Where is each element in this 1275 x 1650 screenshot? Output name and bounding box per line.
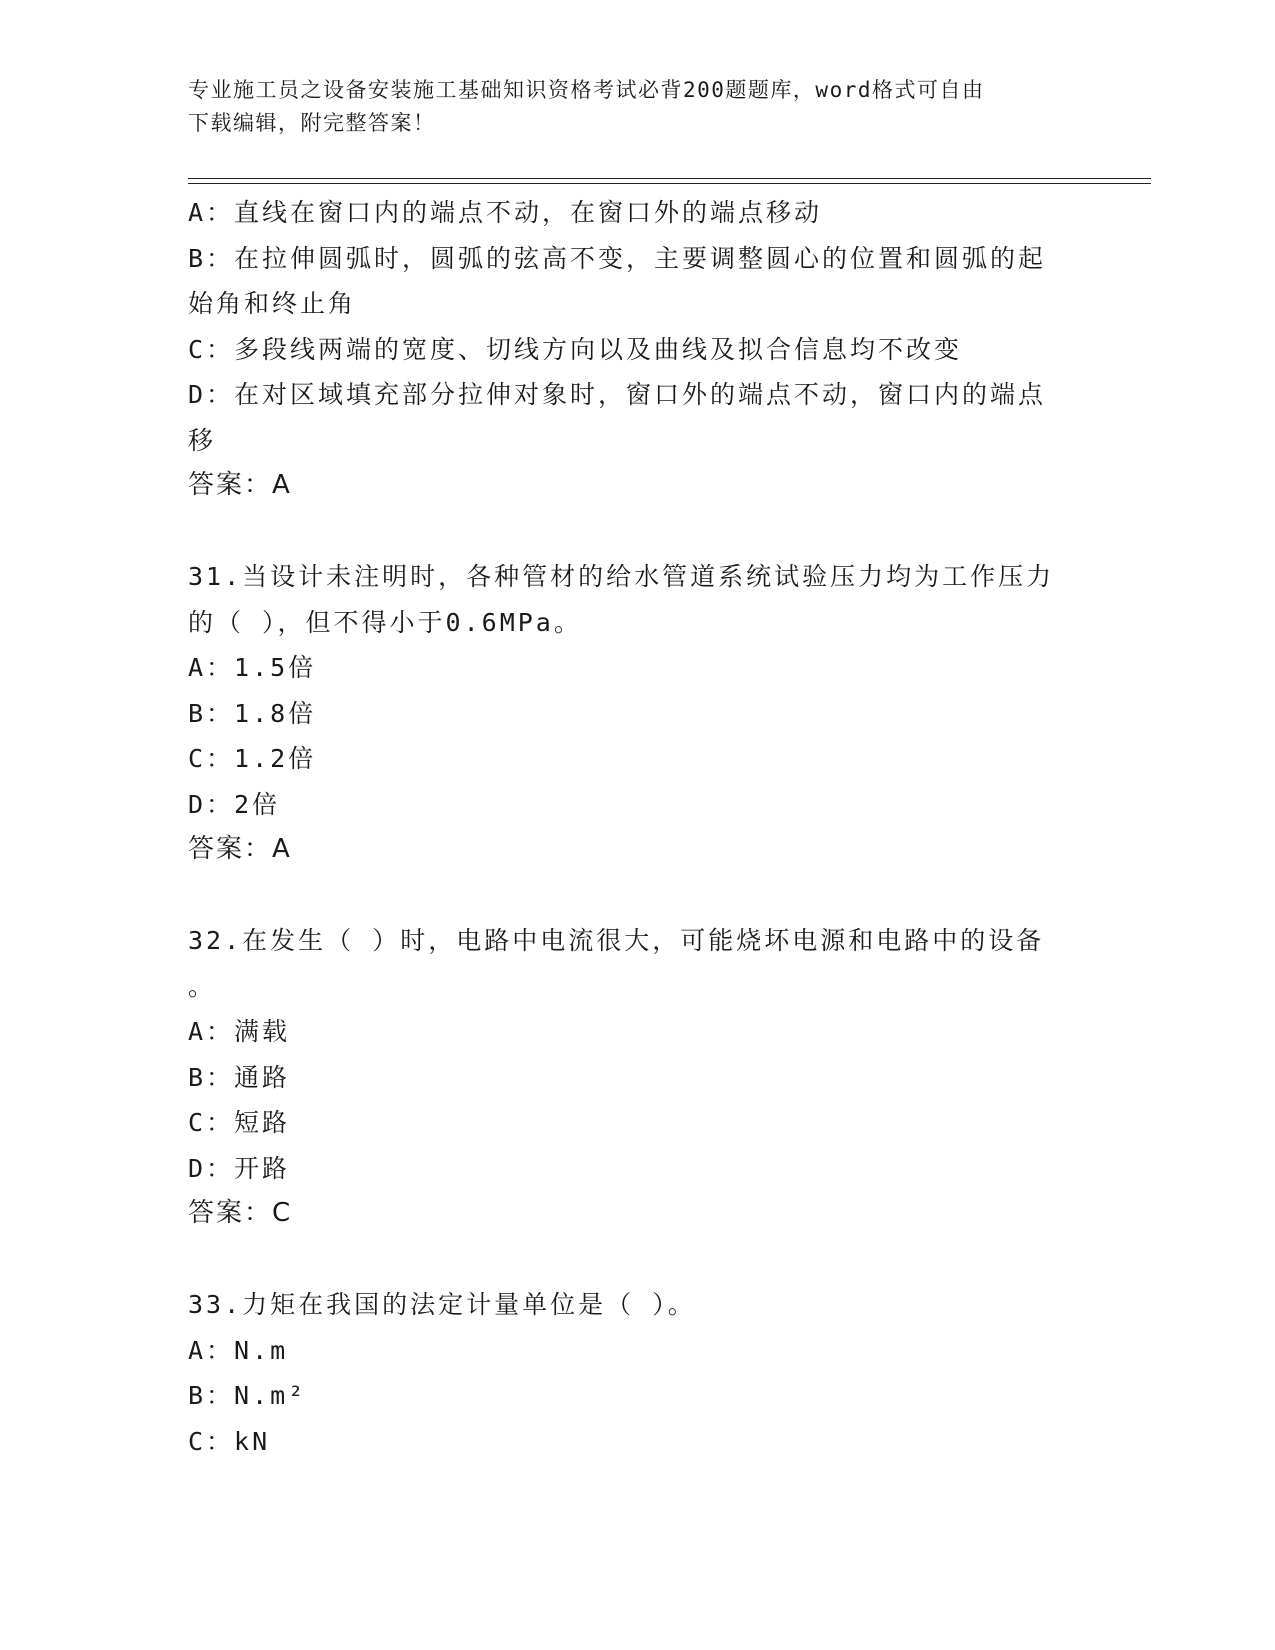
question-33 [188,1282,1088,1464]
question-30 [188,190,1088,509]
question-spacer [188,509,1088,555]
q32-option-a: A：满载 [188,1017,291,1046]
q32-stem-line-2: 。 [188,971,217,1001]
q30-option-c: C：多段线两端的宽度、切线方向以及曲线及拟合信息均不改变 [188,334,963,364]
q31-option-d: D：2倍 [188,789,281,819]
header-line-2: 下载编辑，附完整答案！ [188,111,436,135]
question-31 [188,554,1088,873]
q32-answer: 答案：C [188,1198,293,1228]
q30-option-b-line-2: 始角和终止角 [188,289,357,318]
q31-option-a: A：1.5倍 [188,653,317,682]
q32-option-c: C：短路 [188,1108,291,1137]
q31-option-b: B：1.8倍 [188,698,317,728]
q33-option-b: B：N.m² [188,1381,307,1410]
q30-option-d-line-1: D：在对区域填充部分拉伸对象时，窗口外的端点不动，窗口内的端点 [188,380,1047,409]
q30-answer: 答案：A [188,470,292,500]
q32-stem-line-1: 32.在发生（ ）时，电路中电流很大，可能烧坏电源和电路中的设备 [188,926,1045,955]
q30-option-a: A：直线在窗口内的端点不动，在窗口外的端点移动 [188,198,823,227]
question-list [188,190,1088,1464]
q30-option-b-line-1: B：在拉伸圆弧时，圆弧的弦高不变，主要调整圆心的位置和圆弧的起 [188,243,1047,273]
q31-option-c: C：1.2倍 [188,744,317,773]
question-spacer [188,873,1088,919]
q31-stem-line-1: 31.当设计未注明时，各种管材的给水管道系统试验压力均为工作压力 [188,562,1055,591]
q30-option-d-line-2: 移 [188,425,217,455]
question-32 [188,918,1088,1237]
header-divider-bottom [188,183,1151,184]
question-spacer [188,1237,1088,1283]
q31-stem-line-2: 的（ ），但不得小于0.6MPa。 [188,607,582,637]
q32-option-d: D：开路 [188,1153,291,1183]
document-header [188,74,1068,140]
q33-stem-line-1: 33.力矩在我国的法定计量单位是（ ）。 [188,1290,696,1319]
q33-option-a: A：N.m [188,1335,289,1365]
q32-option-b: B：通路 [188,1062,291,1092]
q31-answer: 答案：A [188,834,292,864]
header-line-1: 专业施工员之设备安装施工基础知识资格考试必背200题题库，word格式可自由 [188,78,985,102]
header-divider-top [188,178,1151,179]
q33-option-c: C：kN [188,1426,271,1456]
